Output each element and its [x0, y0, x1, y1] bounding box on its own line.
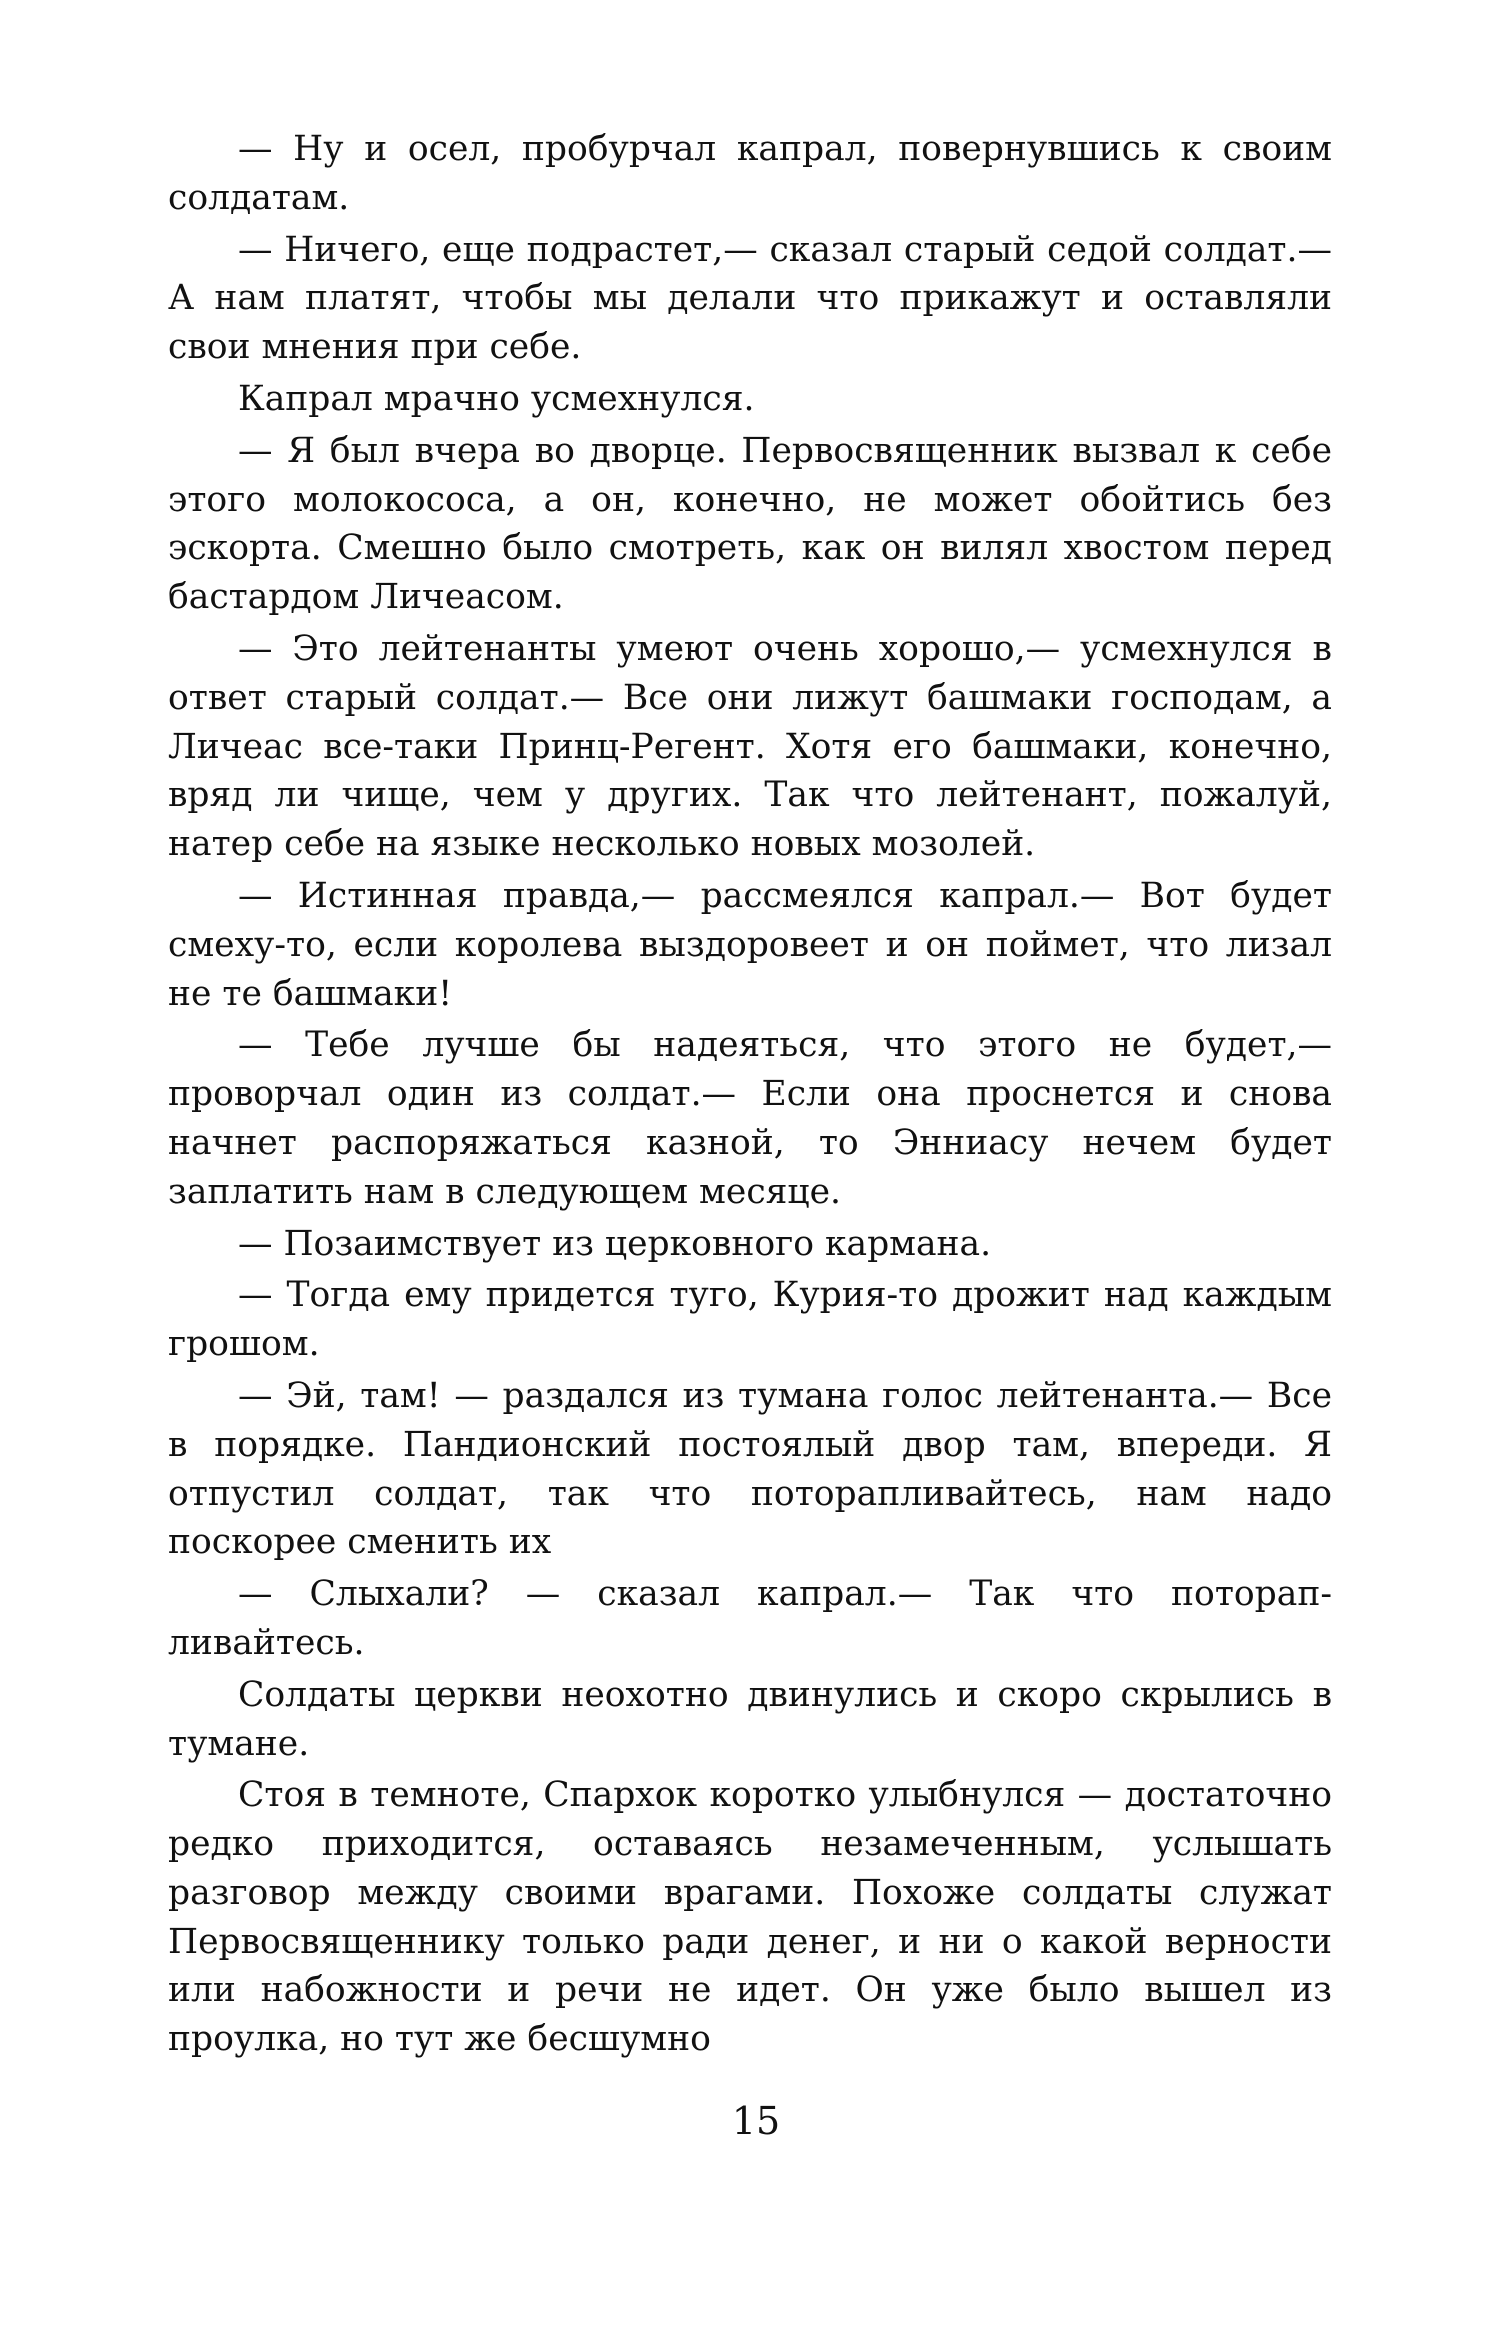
paragraph-11: — Слыхали? — сказал капрал.— Так что поторапливайтесь. [168, 1574, 1332, 1663]
page-number: 15 [731, 2099, 781, 2143]
book-page-text [168, 125, 1332, 2067]
paragraph-12: Солдаты церкви неохотно двинулись и скоро скрылись в тумане. [168, 1674, 1332, 1764]
paragraph-8: — Позаимствует из церковного кармана. [238, 1223, 992, 1264]
paragraph-7: — Тебе лучше бы надеяться, что этого не будет,— проворчал один из солдат.— Если она проснется и снова начнет распоряжаться казной, то Энниасу нечем будет заплатить нам в следующем месяце. [168, 1025, 1332, 1212]
paragraph-9: — Тогда ему придется туго, Курия-то дрожит над каждым грошом. [168, 1275, 1332, 1365]
paragraph-2: — Ничего, еще подрастет,— сказал старый седой солдат.— А нам платят, чтобы мы делали что прикажут и оставляли свои мнения при себе. [168, 229, 1332, 368]
paragraph-4: — Я был вчера во дворце. Первосвященник вызвал к себе этого молокососа, а он, конечно, не может обойтись без эскорта. Смешно было смотреть, как он вилял хвостом перед бастардом Личеасом. [168, 430, 1332, 618]
paragraph-1: — Ну и осел, пробурчал капрал, повернувшись к своим солдатам. [168, 129, 1332, 218]
paragraph-10: — Эй, там! — раздался из тумана голос лейтенанта.— Все в порядке. Пандионский постоялый двор там, впереди. Я отпустил солдат, так что поторапливайтесь, нам надо поскорее сменить их [168, 1375, 1332, 1563]
paragraph-6: — Истинная правда,— рассмеялся капрал.— Вот будет смеху-то, если королева выздоровеет и он поймет, что лизал не те башмаки! [168, 875, 1332, 1014]
paragraph-13: Стоя в темноте, Спархок коротко улыбнулся — достаточно редко приходится, оставаясь незамеченным, услышать разговор между своими врагами. Похоже солдаты служат Первосвященнику только ради денег, и ни о какой верности или набожности и речи не идет. Он уже было вышел из проулка, но тут же бесшумно [168, 1775, 1332, 2060]
paragraph-3: Капрал мрачно усмехнулся. [238, 378, 755, 419]
paragraph-5: — Это лейтенанты умеют очень хорошо,— усмехнулся в ответ старый солдат.— Все они лижут башмаки господам, а Личеас все-таки Принц-Регент. Хотя его башмаки, конечно, вряд ли чище, чем у других. Так что лейтенант, пожалуй, натер себе на языке несколько новых мозолей. [168, 628, 1332, 865]
